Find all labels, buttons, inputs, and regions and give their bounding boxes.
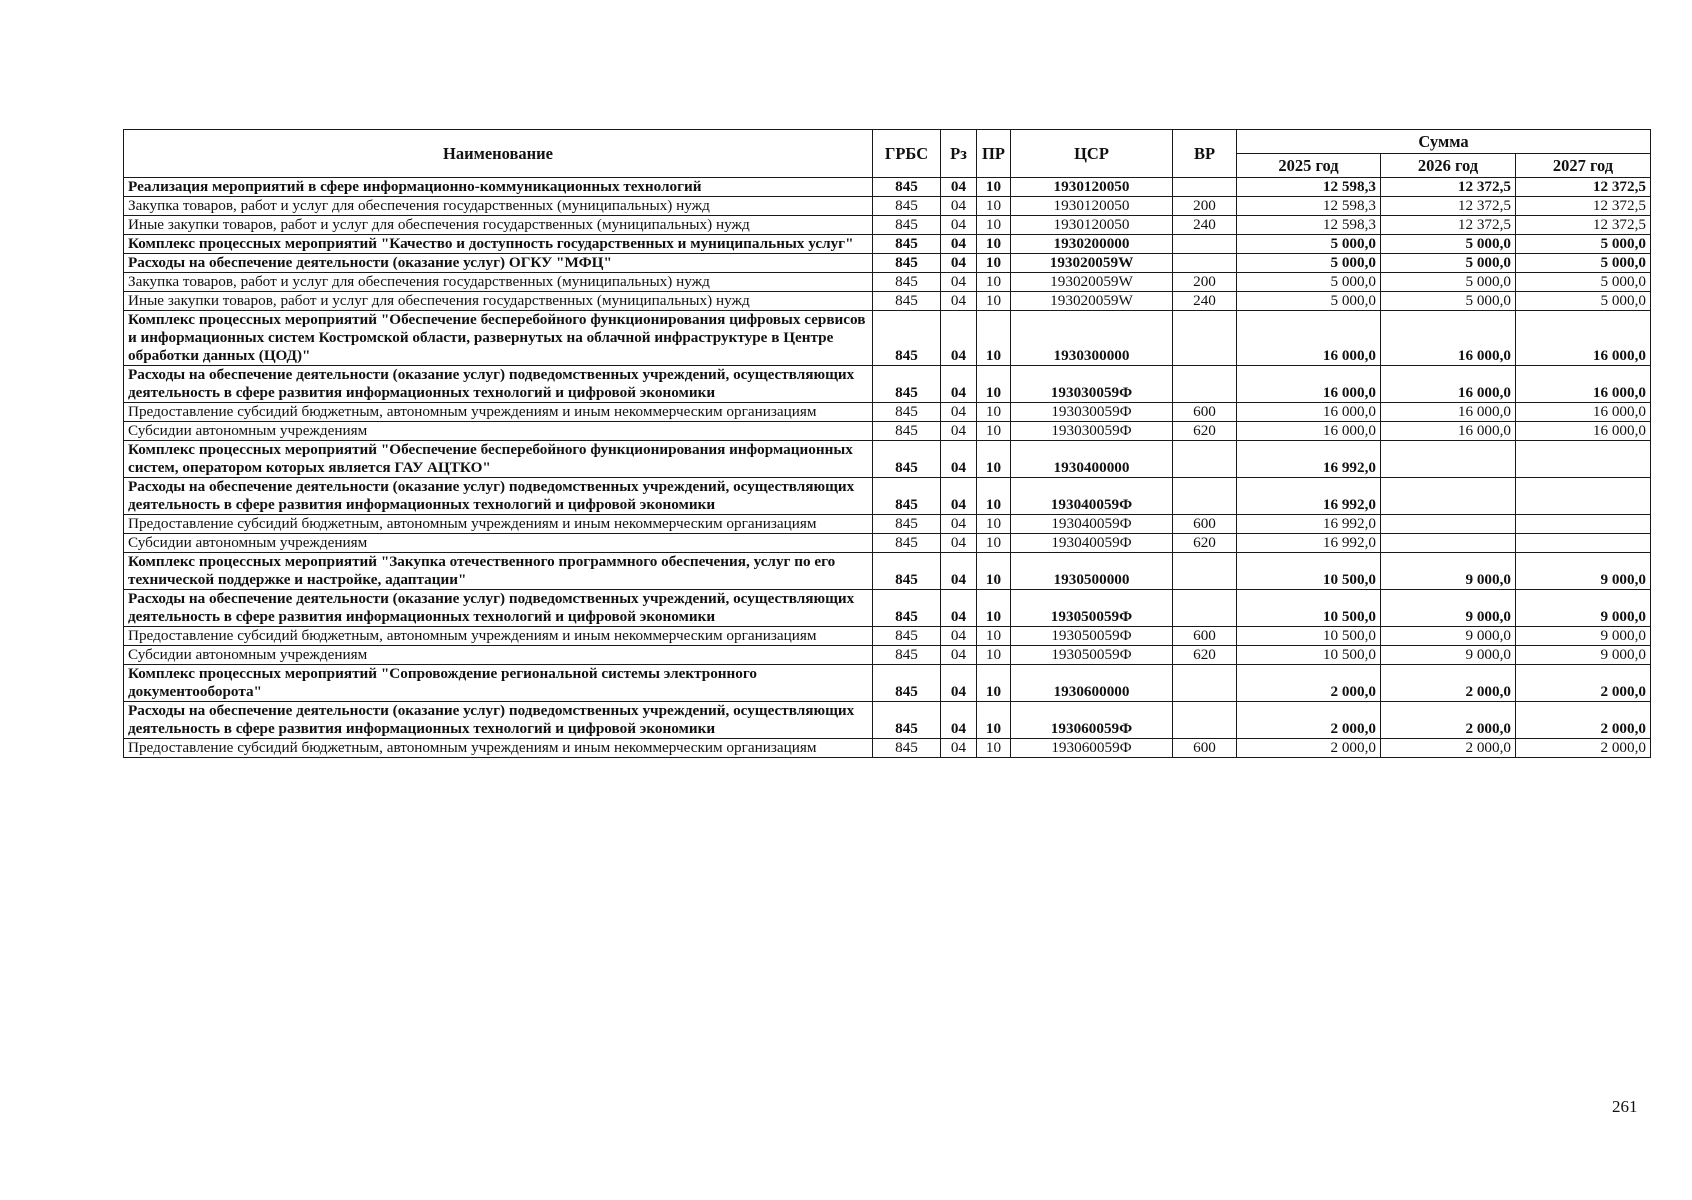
cell-name: Расходы на обеспечение деятельности (оказание услуг) подведомственных учреждений, осуществляющих деятельность в сфере развития информационных технологий и цифровой экономики (124, 366, 873, 403)
cell-name: Расходы на обеспечение деятельности (оказание услуг) ОГКУ "МФЦ" (124, 254, 873, 273)
cell-rz: 04 (941, 216, 977, 235)
cell-amount-2025: 5 000,0 (1237, 292, 1381, 311)
cell-rz: 04 (941, 178, 977, 197)
cell-csr: 193030059Ф (1011, 366, 1173, 403)
cell-vr (1173, 553, 1237, 590)
cell-amount-2026 (1381, 478, 1516, 515)
table-header (124, 130, 1651, 178)
cell-rz: 04 (941, 515, 977, 534)
cell-rz: 04 (941, 665, 977, 702)
cell-vr: 600 (1173, 515, 1237, 534)
table-row (124, 178, 1651, 197)
cell-csr: 193050059Ф (1011, 590, 1173, 627)
cell-amount-2025: 16 992,0 (1237, 478, 1381, 515)
cell-amount-2027: 16 000,0 (1516, 403, 1651, 422)
cell-csr: 193040059Ф (1011, 534, 1173, 553)
cell-rz: 04 (941, 273, 977, 292)
cell-amount-2027: 5 000,0 (1516, 292, 1651, 311)
cell-amount-2027: 16 000,0 (1516, 311, 1651, 366)
cell-vr: 600 (1173, 627, 1237, 646)
cell-pr: 10 (977, 216, 1011, 235)
cell-grbs: 845 (873, 739, 941, 758)
cell-amount-2027: 5 000,0 (1516, 235, 1651, 254)
cell-amount-2026: 9 000,0 (1381, 553, 1516, 590)
table-row (124, 235, 1651, 254)
cell-amount-2027: 9 000,0 (1516, 553, 1651, 590)
cell-amount-2025: 10 500,0 (1237, 627, 1381, 646)
cell-amount-2026: 16 000,0 (1381, 311, 1516, 366)
table-row (124, 739, 1651, 758)
cell-grbs: 845 (873, 627, 941, 646)
header-name: Наименование (124, 130, 873, 178)
table-row (124, 590, 1651, 627)
cell-pr: 10 (977, 627, 1011, 646)
header-pr: ПР (977, 130, 1011, 178)
cell-pr: 10 (977, 590, 1011, 627)
cell-csr: 1930120050 (1011, 197, 1173, 216)
cell-vr (1173, 254, 1237, 273)
cell-grbs: 845 (873, 441, 941, 478)
cell-name: Комплекс процессных мероприятий "Качество и доступность государственных и муниципальных услуг" (124, 235, 873, 254)
cell-amount-2027 (1516, 515, 1651, 534)
cell-amount-2026: 12 372,5 (1381, 197, 1516, 216)
cell-csr: 193040059Ф (1011, 478, 1173, 515)
cell-amount-2027: 5 000,0 (1516, 254, 1651, 273)
cell-grbs: 845 (873, 515, 941, 534)
cell-rz: 04 (941, 553, 977, 590)
table-row (124, 441, 1651, 478)
cell-csr: 1930120050 (1011, 216, 1173, 235)
cell-amount-2025: 16 992,0 (1237, 534, 1381, 553)
cell-vr (1173, 590, 1237, 627)
cell-vr (1173, 235, 1237, 254)
cell-grbs: 845 (873, 197, 941, 216)
cell-amount-2025: 2 000,0 (1237, 665, 1381, 702)
cell-pr: 10 (977, 665, 1011, 702)
header-vr: ВР (1173, 130, 1237, 178)
cell-amount-2025: 5 000,0 (1237, 273, 1381, 292)
cell-rz: 04 (941, 254, 977, 273)
cell-vr: 620 (1173, 534, 1237, 553)
header-year-2027: 2027 год (1516, 154, 1651, 178)
header-csr: ЦСР (1011, 130, 1173, 178)
cell-grbs: 845 (873, 311, 941, 366)
cell-vr: 620 (1173, 646, 1237, 665)
cell-amount-2025: 12 598,3 (1237, 197, 1381, 216)
cell-name: Комплекс процессных мероприятий "Обеспечение бесперебойного функционирования цифровых сервисов и информационных систем Костромской области, развернутых на облачной инфраструктуре в Центре обработки данных (ЦОД)" (124, 311, 873, 366)
table-row (124, 254, 1651, 273)
cell-csr: 193020059W (1011, 273, 1173, 292)
cell-grbs: 845 (873, 292, 941, 311)
cell-name: Комплекс процессных мероприятий "Обеспечение бесперебойного функционирования информационных систем, оператором которых является ГАУ АЦТКО" (124, 441, 873, 478)
cell-grbs: 845 (873, 553, 941, 590)
cell-vr (1173, 441, 1237, 478)
cell-amount-2025: 5 000,0 (1237, 235, 1381, 254)
table-row (124, 515, 1651, 534)
table-row (124, 292, 1651, 311)
cell-amount-2026: 16 000,0 (1381, 366, 1516, 403)
cell-pr: 10 (977, 254, 1011, 273)
cell-amount-2026 (1381, 515, 1516, 534)
cell-vr (1173, 478, 1237, 515)
cell-grbs: 845 (873, 178, 941, 197)
cell-csr: 1930300000 (1011, 311, 1173, 366)
cell-rz: 04 (941, 627, 977, 646)
cell-amount-2027: 5 000,0 (1516, 273, 1651, 292)
cell-name: Предоставление субсидий бюджетным, автономным учреждениям и иным некоммерческим организациям (124, 739, 873, 758)
cell-amount-2026: 2 000,0 (1381, 739, 1516, 758)
header-grbs: ГРБС (873, 130, 941, 178)
header-sum: Сумма (1237, 130, 1651, 154)
cell-amount-2027 (1516, 478, 1651, 515)
cell-pr: 10 (977, 178, 1011, 197)
cell-vr: 600 (1173, 739, 1237, 758)
cell-vr: 620 (1173, 422, 1237, 441)
cell-name: Расходы на обеспечение деятельности (оказание услуг) подведомственных учреждений, осуществляющих деятельность в сфере развития информационных технологий и цифровой экономики (124, 702, 873, 739)
cell-amount-2026: 5 000,0 (1381, 254, 1516, 273)
cell-vr (1173, 665, 1237, 702)
cell-rz: 04 (941, 366, 977, 403)
cell-vr: 240 (1173, 216, 1237, 235)
cell-amount-2025: 16 000,0 (1237, 403, 1381, 422)
cell-rz: 04 (941, 422, 977, 441)
cell-grbs: 845 (873, 646, 941, 665)
cell-rz: 04 (941, 292, 977, 311)
table-row (124, 422, 1651, 441)
cell-rz: 04 (941, 739, 977, 758)
cell-name: Предоставление субсидий бюджетным, автономным учреждениям и иным некоммерческим организациям (124, 515, 873, 534)
cell-grbs: 845 (873, 534, 941, 553)
cell-amount-2025: 5 000,0 (1237, 254, 1381, 273)
cell-pr: 10 (977, 702, 1011, 739)
cell-csr: 1930400000 (1011, 441, 1173, 478)
cell-grbs: 845 (873, 254, 941, 273)
cell-pr: 10 (977, 478, 1011, 515)
cell-amount-2027: 9 000,0 (1516, 627, 1651, 646)
cell-csr: 1930600000 (1011, 665, 1173, 702)
cell-rz: 04 (941, 441, 977, 478)
cell-pr: 10 (977, 422, 1011, 441)
cell-vr (1173, 702, 1237, 739)
cell-vr: 240 (1173, 292, 1237, 311)
cell-csr: 193060059Ф (1011, 739, 1173, 758)
cell-pr: 10 (977, 739, 1011, 758)
table-body (124, 178, 1651, 758)
cell-amount-2027: 2 000,0 (1516, 665, 1651, 702)
cell-amount-2027 (1516, 534, 1651, 553)
cell-amount-2026: 9 000,0 (1381, 646, 1516, 665)
cell-vr (1173, 366, 1237, 403)
cell-amount-2026: 5 000,0 (1381, 235, 1516, 254)
cell-rz: 04 (941, 702, 977, 739)
cell-amount-2026: 16 000,0 (1381, 403, 1516, 422)
cell-amount-2027: 16 000,0 (1516, 422, 1651, 441)
cell-csr: 193060059Ф (1011, 702, 1173, 739)
cell-grbs: 845 (873, 403, 941, 422)
table-row (124, 403, 1651, 422)
cell-csr: 193050059Ф (1011, 627, 1173, 646)
cell-amount-2026: 5 000,0 (1381, 292, 1516, 311)
cell-amount-2025: 16 992,0 (1237, 441, 1381, 478)
cell-amount-2026: 5 000,0 (1381, 273, 1516, 292)
cell-pr: 10 (977, 441, 1011, 478)
cell-pr: 10 (977, 403, 1011, 422)
cell-name: Иные закупки товаров, работ и услуг для обеспечения государственных (муниципальных) нужд (124, 292, 873, 311)
cell-name: Предоставление субсидий бюджетным, автономным учреждениям и иным некоммерческим организациям (124, 627, 873, 646)
cell-amount-2025: 10 500,0 (1237, 590, 1381, 627)
cell-amount-2027: 9 000,0 (1516, 646, 1651, 665)
cell-vr: 600 (1173, 403, 1237, 422)
table-row (124, 197, 1651, 216)
cell-name: Расходы на обеспечение деятельности (оказание услуг) подведомственных учреждений, осуществляющих деятельность в сфере развития информационных технологий и цифровой экономики (124, 590, 873, 627)
cell-name: Расходы на обеспечение деятельности (оказание услуг) подведомственных учреждений, осуществляющих деятельность в сфере развития информационных технологий и цифровой экономики (124, 478, 873, 515)
cell-rz: 04 (941, 534, 977, 553)
cell-amount-2025: 10 500,0 (1237, 553, 1381, 590)
table-row (124, 366, 1651, 403)
cell-vr (1173, 311, 1237, 366)
cell-vr: 200 (1173, 197, 1237, 216)
header-rz: Рз (941, 130, 977, 178)
table-row (124, 627, 1651, 646)
cell-grbs: 845 (873, 478, 941, 515)
cell-amount-2027: 12 372,5 (1516, 178, 1651, 197)
cell-amount-2026: 9 000,0 (1381, 627, 1516, 646)
cell-pr: 10 (977, 553, 1011, 590)
cell-amount-2025: 2 000,0 (1237, 739, 1381, 758)
cell-amount-2027: 9 000,0 (1516, 590, 1651, 627)
cell-name: Субсидии автономным учреждениям (124, 422, 873, 441)
cell-vr (1173, 178, 1237, 197)
cell-pr: 10 (977, 534, 1011, 553)
cell-amount-2025: 10 500,0 (1237, 646, 1381, 665)
cell-pr: 10 (977, 311, 1011, 366)
budget-table (123, 129, 1651, 758)
cell-pr: 10 (977, 273, 1011, 292)
cell-csr: 193020059W (1011, 254, 1173, 273)
table-row (124, 553, 1651, 590)
cell-grbs: 845 (873, 235, 941, 254)
cell-name: Комплекс процессных мероприятий "Закупка отечественного программного обеспечения, услуг по его технической поддержке и настройке, адаптации" (124, 553, 873, 590)
cell-pr: 10 (977, 646, 1011, 665)
cell-amount-2026: 9 000,0 (1381, 590, 1516, 627)
cell-pr: 10 (977, 197, 1011, 216)
table-row (124, 534, 1651, 553)
cell-amount-2025: 16 000,0 (1237, 366, 1381, 403)
cell-amount-2027: 12 372,5 (1516, 216, 1651, 235)
table-row (124, 665, 1651, 702)
cell-rz: 04 (941, 235, 977, 254)
cell-amount-2026 (1381, 441, 1516, 478)
cell-amount-2025: 16 000,0 (1237, 422, 1381, 441)
cell-amount-2025: 16 992,0 (1237, 515, 1381, 534)
cell-name: Комплекс процессных мероприятий "Сопровождение региональной системы электронного документооборота" (124, 665, 873, 702)
table-row (124, 273, 1651, 292)
cell-amount-2027: 12 372,5 (1516, 197, 1651, 216)
cell-pr: 10 (977, 235, 1011, 254)
cell-grbs: 845 (873, 273, 941, 292)
cell-amount-2027: 2 000,0 (1516, 739, 1651, 758)
cell-csr: 193030059Ф (1011, 403, 1173, 422)
cell-name: Предоставление субсидий бюджетным, автономным учреждениям и иным некоммерческим организациям (124, 403, 873, 422)
cell-grbs: 845 (873, 590, 941, 627)
cell-vr: 200 (1173, 273, 1237, 292)
cell-amount-2025: 2 000,0 (1237, 702, 1381, 739)
table-row (124, 478, 1651, 515)
cell-name: Закупка товаров, работ и услуг для обеспечения государственных (муниципальных) нужд (124, 273, 873, 292)
cell-name: Субсидии автономным учреждениям (124, 534, 873, 553)
cell-csr: 193040059Ф (1011, 515, 1173, 534)
cell-grbs: 845 (873, 702, 941, 739)
cell-csr: 1930120050 (1011, 178, 1173, 197)
cell-amount-2025: 16 000,0 (1237, 311, 1381, 366)
table-row (124, 216, 1651, 235)
table-row (124, 702, 1651, 739)
cell-amount-2027: 2 000,0 (1516, 702, 1651, 739)
cell-grbs: 845 (873, 366, 941, 403)
cell-rz: 04 (941, 590, 977, 627)
cell-pr: 10 (977, 366, 1011, 403)
cell-pr: 10 (977, 515, 1011, 534)
cell-rz: 04 (941, 646, 977, 665)
cell-amount-2027: 16 000,0 (1516, 366, 1651, 403)
cell-csr: 1930200000 (1011, 235, 1173, 254)
cell-rz: 04 (941, 478, 977, 515)
table-row (124, 646, 1651, 665)
cell-amount-2026: 16 000,0 (1381, 422, 1516, 441)
cell-csr: 193020059W (1011, 292, 1173, 311)
cell-amount-2026: 2 000,0 (1381, 702, 1516, 739)
cell-rz: 04 (941, 403, 977, 422)
table-row (124, 311, 1651, 366)
cell-csr: 193030059Ф (1011, 422, 1173, 441)
cell-name: Закупка товаров, работ и услуг для обеспечения государственных (муниципальных) нужд (124, 197, 873, 216)
cell-amount-2026: 2 000,0 (1381, 665, 1516, 702)
cell-grbs: 845 (873, 216, 941, 235)
cell-amount-2025: 12 598,3 (1237, 178, 1381, 197)
cell-grbs: 845 (873, 665, 941, 702)
cell-rz: 04 (941, 197, 977, 216)
cell-amount-2026: 12 372,5 (1381, 216, 1516, 235)
cell-name: Субсидии автономным учреждениям (124, 646, 873, 665)
cell-rz: 04 (941, 311, 977, 366)
cell-amount-2025: 12 598,3 (1237, 216, 1381, 235)
cell-pr: 10 (977, 292, 1011, 311)
cell-amount-2027 (1516, 441, 1651, 478)
cell-name: Реализация мероприятий в сфере информационно-коммуникационных технологий (124, 178, 873, 197)
cell-csr: 1930500000 (1011, 553, 1173, 590)
header-year-2025: 2025 год (1237, 154, 1381, 178)
cell-grbs: 845 (873, 422, 941, 441)
page-number: 261 (1612, 1097, 1638, 1116)
cell-amount-2026: 12 372,5 (1381, 178, 1516, 197)
cell-amount-2026 (1381, 534, 1516, 553)
header-year-2026: 2026 год (1381, 154, 1516, 178)
cell-name: Иные закупки товаров, работ и услуг для обеспечения государственных (муниципальных) нужд (124, 216, 873, 235)
cell-csr: 193050059Ф (1011, 646, 1173, 665)
